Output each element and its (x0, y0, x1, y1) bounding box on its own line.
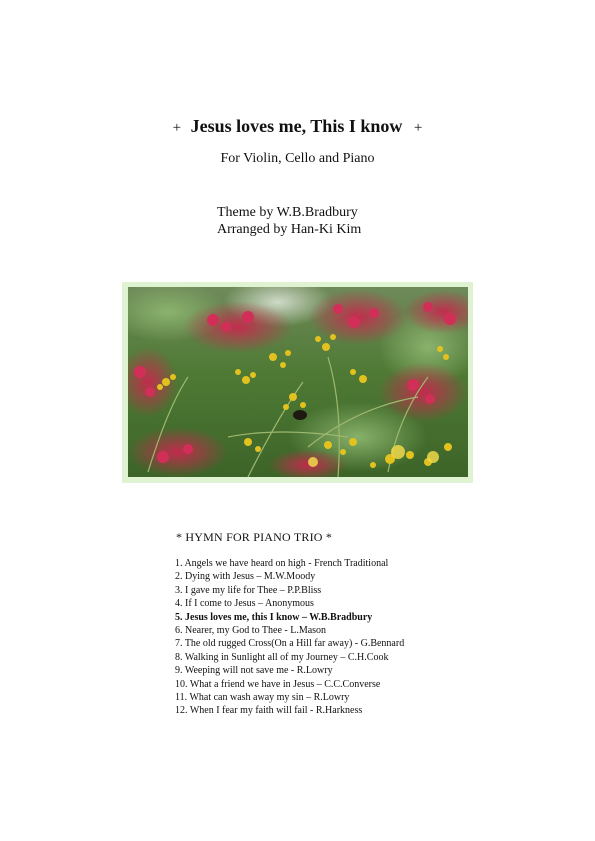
title-text: Jesus loves me, This I know (190, 116, 403, 136)
hymn-list-item: 9. Weeping will not save me - R.Lowry (175, 665, 333, 677)
hymn-list-item: 1. Angels we have heard on high - French Traditional (175, 558, 389, 569)
credits-block (217, 204, 361, 238)
arranger-credit: Arranged by Han-Ki Kim (217, 222, 362, 237)
hymn-list-item: 6. Nearer, my God to Thee - L.Mason (175, 625, 327, 637)
hymn-list-heading: * HYMN FOR PIANO TRIO * (176, 530, 333, 544)
hymn-list-item: 12. When I fear my faith will fail - R.Harkness (175, 705, 363, 717)
hymn-list-item: 4. If I come to Jesus – Anonymous (175, 598, 314, 610)
cover-photo-frame (122, 282, 473, 483)
hymn-list-item: 11. What can wash away my sin – R.Lowry (175, 692, 350, 704)
hymn-list (175, 557, 404, 718)
hymn-list-item: 10. What a friend we have in Jesus – C.C.Converse (175, 678, 381, 690)
hymn-list-item: 7. The old rugged Cross(On a Hill far away) - G.Bennard (175, 638, 405, 650)
theme-credit: Theme by W.B.Bradbury (217, 205, 358, 220)
flower-photo (128, 287, 468, 477)
hymn-list-item: 8. Walking in Sunlight all of my Journey – C.H.Cook (175, 651, 389, 663)
hymn-list-item: 2. Dying with Jesus – M.W.Moody (175, 571, 316, 583)
title-prefix: + (172, 120, 182, 136)
instrumentation-subtitle: For Violin, Cello and Piano (220, 151, 375, 166)
score-title (0, 116, 595, 137)
title-suffix: + (413, 120, 423, 136)
hymn-list-item: 5. Jesus loves me, this I know – W.B.Bradbury (175, 611, 373, 623)
hymn-list-item: 3. I gave my life for Thee – P.P.Bliss (175, 584, 322, 596)
